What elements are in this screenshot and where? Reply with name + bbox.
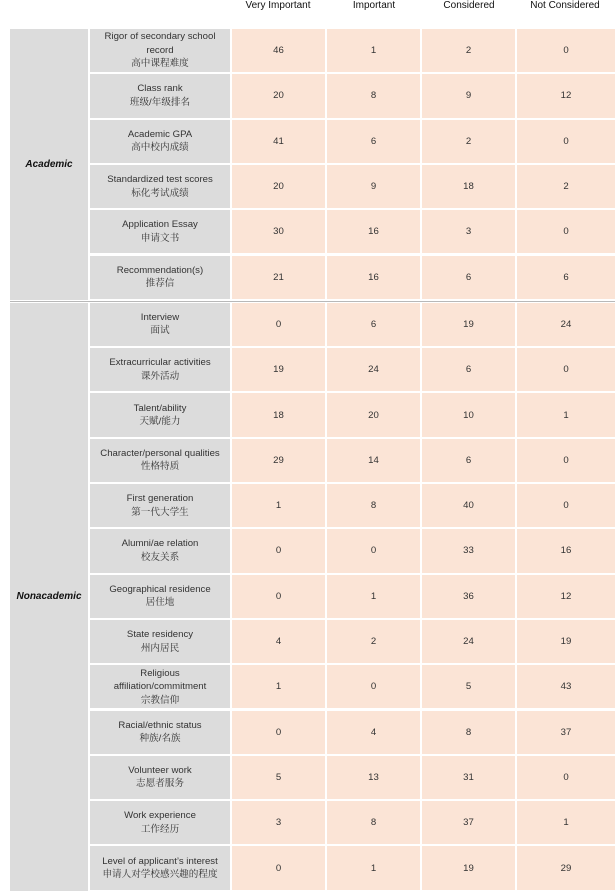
row-label-zh: 性格特质: [140, 461, 180, 473]
row-label-en: Standardized test scores: [107, 174, 213, 186]
table-cell: 4: [232, 620, 325, 663]
table-cell: 0: [517, 210, 615, 253]
table-cell: 36: [422, 575, 515, 618]
table-cell: 24: [422, 620, 515, 663]
table-cell: 1: [327, 575, 420, 618]
table-cell: 0: [232, 846, 325, 889]
row-label: [90, 529, 230, 572]
row-label-en: State residency: [126, 629, 194, 641]
table-cell: 0: [517, 29, 615, 72]
row-label-en: Academic GPA: [127, 128, 193, 140]
table-cell: 24: [327, 348, 420, 391]
row-label-en: Recommendation(s): [116, 264, 204, 276]
table-cell: 4: [327, 711, 420, 754]
row-label-zh: 州内居民: [140, 642, 180, 654]
table-cell: 6: [422, 348, 515, 391]
row-label-en: Character/personal qualities: [100, 447, 220, 459]
table-cell: 2: [517, 165, 615, 208]
table-cell: 2: [422, 120, 515, 163]
row-label: [90, 256, 230, 299]
table-cell: 6: [327, 120, 420, 163]
row-label-en: Racial/ethnic status: [118, 719, 202, 731]
table-cell: 8: [422, 711, 515, 754]
column-header: Considered: [443, 0, 495, 11]
table-cell: 3: [232, 801, 325, 844]
row-label-en: Level of applicant’s interest: [102, 855, 218, 867]
table-cell: 18: [232, 393, 325, 436]
row-label-zh: 校友关系: [140, 551, 180, 563]
table-cell: 9: [327, 165, 420, 208]
table-cell: 16: [327, 256, 420, 299]
row-label-zh: 申请文书: [140, 232, 180, 244]
table-cell: 41: [232, 120, 325, 163]
row-label: [90, 303, 230, 346]
table-cell: 14: [327, 439, 420, 482]
row-label-en: Geographical residence: [109, 583, 211, 595]
table-cell: 6: [517, 256, 615, 299]
table-cell: 29: [232, 439, 325, 482]
column-header: Very Important: [245, 0, 311, 11]
table-cell: 1: [327, 846, 420, 889]
table-cell: 6: [327, 303, 420, 346]
table-cell: 12: [517, 575, 615, 618]
row-label-zh: 居住地: [145, 597, 175, 609]
table-cell: 6: [422, 439, 515, 482]
column-header: Important: [352, 0, 396, 11]
table-cell: 46: [232, 29, 325, 72]
table-cell: 0: [232, 303, 325, 346]
table-cell: 1: [232, 484, 325, 527]
table-cell: 21: [232, 256, 325, 299]
table-cell: 37: [517, 711, 615, 754]
table-cell: 0: [517, 348, 615, 391]
table-cell: 2: [422, 29, 515, 72]
table-cell: 10: [422, 393, 515, 436]
table-cell: 37: [422, 801, 515, 844]
row-label: [90, 348, 230, 391]
row-label: [90, 29, 230, 72]
table-cell: 29: [517, 846, 615, 889]
table-cell: 8: [327, 484, 420, 527]
row-label-en: Religious affiliation/commitment: [113, 667, 207, 693]
row-label-en: Talent/ability: [133, 402, 187, 414]
table-cell: 24: [517, 303, 615, 346]
table-cell: 31: [422, 756, 515, 799]
group-label: Academic: [10, 29, 88, 300]
table-cell: 1: [517, 801, 615, 844]
row-label: [90, 120, 230, 163]
row-label-en: Alumni/ae relation: [121, 538, 199, 550]
table-cell: 33: [422, 529, 515, 572]
table-cell: 6: [422, 256, 515, 299]
table-cell: 30: [232, 210, 325, 253]
row-label: [90, 620, 230, 663]
row-label: [90, 393, 230, 436]
table-cell: 40: [422, 484, 515, 527]
row-label-zh: 申请人对学校感兴趣的程度: [102, 869, 218, 881]
row-label: [90, 711, 230, 754]
row-label-zh: 高中校内成绩: [131, 142, 189, 154]
table-cell: 13: [327, 756, 420, 799]
table-cell: 8: [327, 801, 420, 844]
table-cell: 12: [517, 74, 615, 117]
table-cell: 43: [517, 665, 615, 708]
row-label-zh: 种族/名族: [139, 733, 181, 745]
row-label-zh: 面试: [150, 325, 170, 337]
table-cell: 5: [232, 756, 325, 799]
table-cell: 20: [232, 74, 325, 117]
row-label-en: Rigor of secondary school record: [104, 31, 216, 56]
table-cell: 20: [232, 165, 325, 208]
row-label-zh: 宗教信仰: [140, 694, 180, 706]
row-label: [90, 484, 230, 527]
row-label-en: Class rank: [137, 83, 183, 95]
row-label: [90, 165, 230, 208]
row-label-zh: 课外活动: [140, 370, 180, 382]
table-cell: 16: [517, 529, 615, 572]
table-cell: 18: [422, 165, 515, 208]
group-divider: [10, 301, 615, 302]
group-label: Nonacademic: [10, 303, 88, 891]
table-cell: 16: [327, 210, 420, 253]
table-cell: 1: [232, 665, 325, 708]
table-cell: 0: [517, 120, 615, 163]
row-label-zh: 高中课程难度: [131, 58, 189, 70]
row-label: [90, 801, 230, 844]
row-label-en: Application Essay: [122, 219, 198, 231]
table-cell: 0: [327, 665, 420, 708]
table-cell: 8: [327, 74, 420, 117]
row-label-en: Extracurricular activities: [109, 357, 211, 369]
table-cell: 2: [327, 620, 420, 663]
table-cell: 9: [422, 74, 515, 117]
table-cell: 0: [517, 756, 615, 799]
row-label-en: Work experience: [124, 810, 196, 822]
table-cell: 19: [517, 620, 615, 663]
row-label: [90, 210, 230, 253]
row-label-zh: 天赋/能力: [139, 416, 181, 428]
row-label-zh: 标化考试成绩: [131, 187, 189, 199]
table-cell: 19: [422, 303, 515, 346]
row-label-zh: 推荐信: [145, 278, 175, 290]
table-cell: 1: [327, 29, 420, 72]
table-cell: 0: [232, 529, 325, 572]
row-label: [90, 74, 230, 117]
table-cell: 0: [327, 529, 420, 572]
table-cell: 0: [232, 711, 325, 754]
table-cell: 1: [517, 393, 615, 436]
row-label-zh: 志愿者服务: [136, 778, 184, 790]
row-label-zh: 工作经历: [140, 823, 180, 835]
row-label: [90, 665, 230, 708]
row-label: [90, 439, 230, 482]
column-header: Not Considered: [530, 0, 600, 11]
row-label-en: Volunteer work: [128, 764, 192, 776]
row-label-zh: 第一代大学生: [131, 506, 189, 518]
table-cell: 5: [422, 665, 515, 708]
table-cell: 0: [517, 439, 615, 482]
table-cell: 0: [232, 575, 325, 618]
row-label: [90, 846, 230, 889]
table-cell: 19: [422, 846, 515, 889]
table-cell: 20: [327, 393, 420, 436]
row-label-zh: 班级/年级排名: [129, 96, 191, 108]
row-label: [90, 575, 230, 618]
row-label-en: Interview: [140, 311, 180, 323]
row-label-en: First generation: [126, 493, 194, 505]
row-label: [90, 756, 230, 799]
table-cell: 3: [422, 210, 515, 253]
table-cell: 0: [517, 484, 615, 527]
table-cell: 19: [232, 348, 325, 391]
